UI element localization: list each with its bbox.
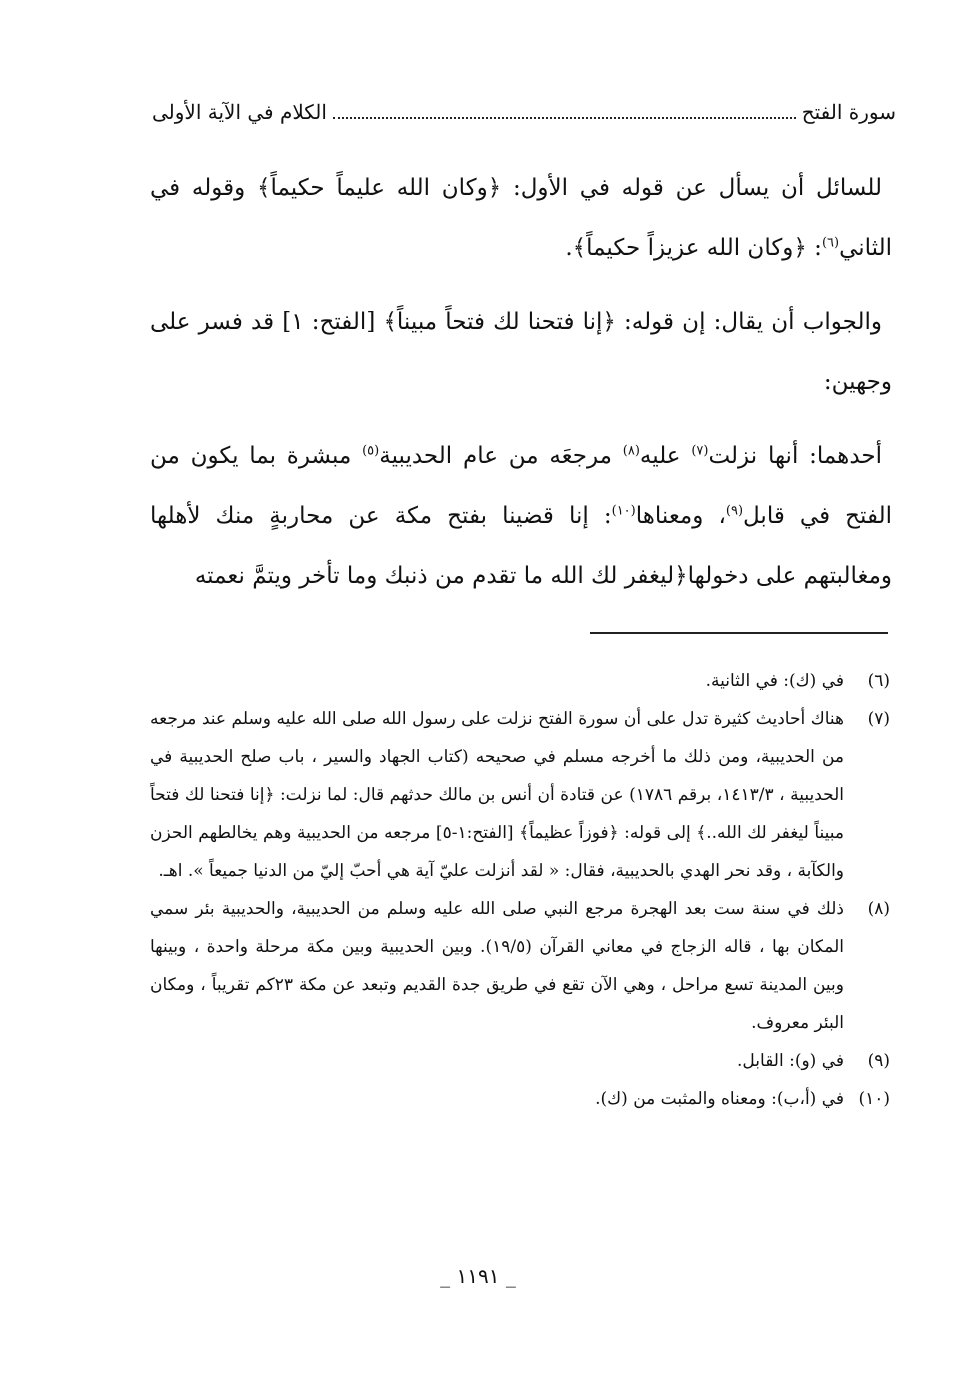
footnote-text: في (و): القابل. [737,1051,844,1071]
paragraph-1-text: : ﴿وكان الله عزيزاً حكيماً﴾. [565,235,822,261]
footnote-number: (٩) [867,1051,890,1071]
footnote-text: في (ك): في الثانية. [705,671,844,691]
footnote-number: (٧) [867,709,890,729]
paragraph-3-text: عليه [639,443,692,469]
paragraph-3-text: : إنا قضينا بفتح مكة عن محاربةٍ منك لأهلها ومغالبتهم على دخولها﴿ليغفر لك الله ما تقدم من ذنبك وما تأخر ويتمَّ نعمته [150,503,892,589]
paragraph-3-text: أحدهما: أنها نزلت [708,443,882,469]
footnote-number: (٨) [867,899,890,919]
footnote-text: هناك أحاديث كثيرة تدل على أن سورة الفتح نزلت على رسول الله صلى الله عليه وسلم عند مرجعه من الحديبية، ومن ذلك ما أخرجه مسلم في صحيحه (كتاب الجهاد والسير ، باب صلح الحديبية في الحديبية ، ١٤١٣/٣، برقم ١٧٨٦) عن قتادة أن أنس بن مالك حدثهم قال: لما نزلت: ﴿إنا فتحنا لك فتحاً مبيناً ليغفر لك الله..﴾ إلى قوله: ﴿فوزاً عظيماً﴾ [الفتح:١-٥] مرجعه من الحديبية وهم يخالطهم الحزن والكآبة ، وقد نحر الهدي بالحديبية، فقال: « لقد أنزلت عليّ آية هي أحبّ إليّ من الدنيا جميعاً ». اهـ. [150,709,844,881]
footnote-number: (٦) [867,671,890,691]
footnote [150,1080,890,1118]
paragraph-3-text: ، ومعناها [635,503,726,529]
footnote [150,1042,890,1080]
paragraph-2: والجواب أن يقال: إن قوله: ﴿إنا فتحنا لك فتحاً مبيناً﴾ [الفتح: ١] قد فسر على وجهين: [150,309,892,395]
footnote-text: ذلك في سنة ست بعد الهجرة مرجع النبي صلى الله عليه وسلم من الحديبية، والحديبية بئر سمي المكان بها ، قاله الزجاج في معاني القرآن (١٩/٥). وبين الحديبية وبين مكة مرحلة واحدة ، وبينها وبين المدينة تسع مراحل ، وهي الآن تقع في طريق جدة القديم وتبعد عن مكة ٢٣كم تقريباً ، ومكان البئر معروف. [150,899,844,1033]
footnote [150,700,890,890]
paragraph-1-text: للسائل أن يسأل عن قوله في الأول: ﴿وكان الله عليماً حكيماً﴾ وقوله في الثاني [150,175,892,261]
footnote-ref: (٧) [691,443,709,459]
main-text [150,158,892,620]
running-header [152,100,896,125]
page-number: _ ١١٩١ _ [440,1264,516,1288]
footnote-ref: (١٠) [611,503,636,519]
footnote-ref: (٨) [622,443,640,459]
footnotes [150,662,890,1118]
footnote [150,890,890,1042]
paragraph-3 [150,426,892,606]
footnote-ref: (٦) [821,235,840,251]
header-section: الكلام في الآية الأولى [152,100,327,124]
footnote-number: (١٠) [858,1089,890,1109]
footnote [150,662,890,700]
header-dot-leader [333,117,796,119]
footnote-text: في (أ،ب): ومعناه والمثبت من (ك). [595,1089,844,1109]
paragraph-3-text: مبشرة بما يكون من الفتح في قابل [150,443,892,529]
paragraph-3-text: مرجعَه من عام الحديبية [379,443,623,469]
paragraph-1 [150,158,892,278]
footnote-ref: (٥) [362,443,380,459]
header-chapter: سورة الفتح [801,100,896,124]
footnote-ref: (٩) [725,503,744,519]
footnote-separator [590,632,888,634]
